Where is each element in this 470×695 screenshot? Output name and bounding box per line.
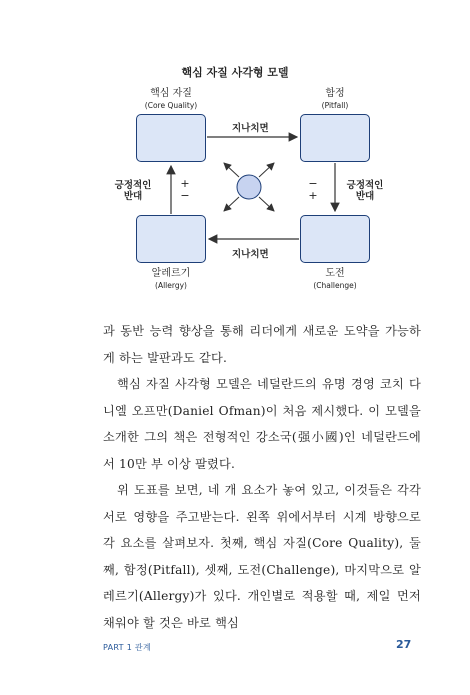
allergy-title: 알레르기 xyxy=(151,268,191,279)
right-plus-sign: + xyxy=(308,189,318,202)
pitfall-title: 함정 xyxy=(325,88,345,99)
paragraph-1: 과 동반 능력 향상을 통해 리더에게 새로운 도약을 가능하게 하는 발판과도 같다. xyxy=(103,324,421,365)
paragraph-3: 위 도표를 보면, 네 개 요소가 놓여 있고, 이것들은 각각 서로 영향을 주고받는다. 왼쪽 위에서부터 시계 방향으로 각 요소를 살펴보자. 첫째, 핵심 자질(Core Quality), 둘째, 함정(Pitfall), 셋째, 도전(Challenge), 마지막으로 알레르기(Allergy)가 있다. 개인별로 적용할 때, 제일 먼저 채워야 할 것은 바로 핵심 xyxy=(103,483,421,630)
challenge-title: 도전 xyxy=(325,268,345,279)
diagram-arrows xyxy=(0,0,470,320)
right-side-label xyxy=(340,180,390,202)
left-signs xyxy=(178,178,192,202)
allergy-subtitle: (Allergy) xyxy=(155,281,187,290)
diagonal-arrow-up-left-icon xyxy=(224,163,239,177)
left-side-label-line2: 반대 xyxy=(123,191,143,202)
left-side-label xyxy=(108,180,158,202)
left-minus-sign: − xyxy=(180,189,190,202)
body-text xyxy=(103,318,421,636)
footer-section: PART 1 관계 xyxy=(103,643,151,652)
right-side-label-line1: 긍정적인 xyxy=(346,180,384,191)
paragraph-2: 핵심 자질 사각형 모델은 네덜란드의 유명 경영 코치 다니엘 오프만(Daniel Ofman)이 처음 제시했다. 이 모델을 소개한 그의 책은 전형적인 강소국(强小國)인 네덜란드에서 10만 부 이상 팔렸다. xyxy=(103,377,421,471)
pitfall-subtitle: (Pitfall) xyxy=(321,101,349,110)
diagonal-arrow-down-right-icon xyxy=(259,197,274,211)
arrow-bottom-label: 지나치면 xyxy=(232,249,269,260)
figure-title: 핵심 자질 사각형 모델 xyxy=(181,66,289,79)
core-quality-title: 핵심 자질 xyxy=(150,88,192,99)
right-signs xyxy=(306,178,320,202)
right-side-label-line2: 반대 xyxy=(355,191,375,202)
challenge-subtitle: (Challenge) xyxy=(313,281,357,290)
diagonal-arrow-down-left-icon xyxy=(224,197,239,211)
core-quality-subtitle: (Core Quality) xyxy=(144,101,198,110)
center-circle-icon xyxy=(237,175,261,199)
diagonal-arrow-up-right-icon xyxy=(259,163,274,177)
left-plus-sign: + xyxy=(180,177,190,190)
arrow-top-label: 지나치면 xyxy=(232,123,269,134)
left-side-label-line1: 긍정적인 xyxy=(114,180,152,191)
right-minus-sign: − xyxy=(308,177,318,190)
page-number: 27 xyxy=(396,638,412,651)
